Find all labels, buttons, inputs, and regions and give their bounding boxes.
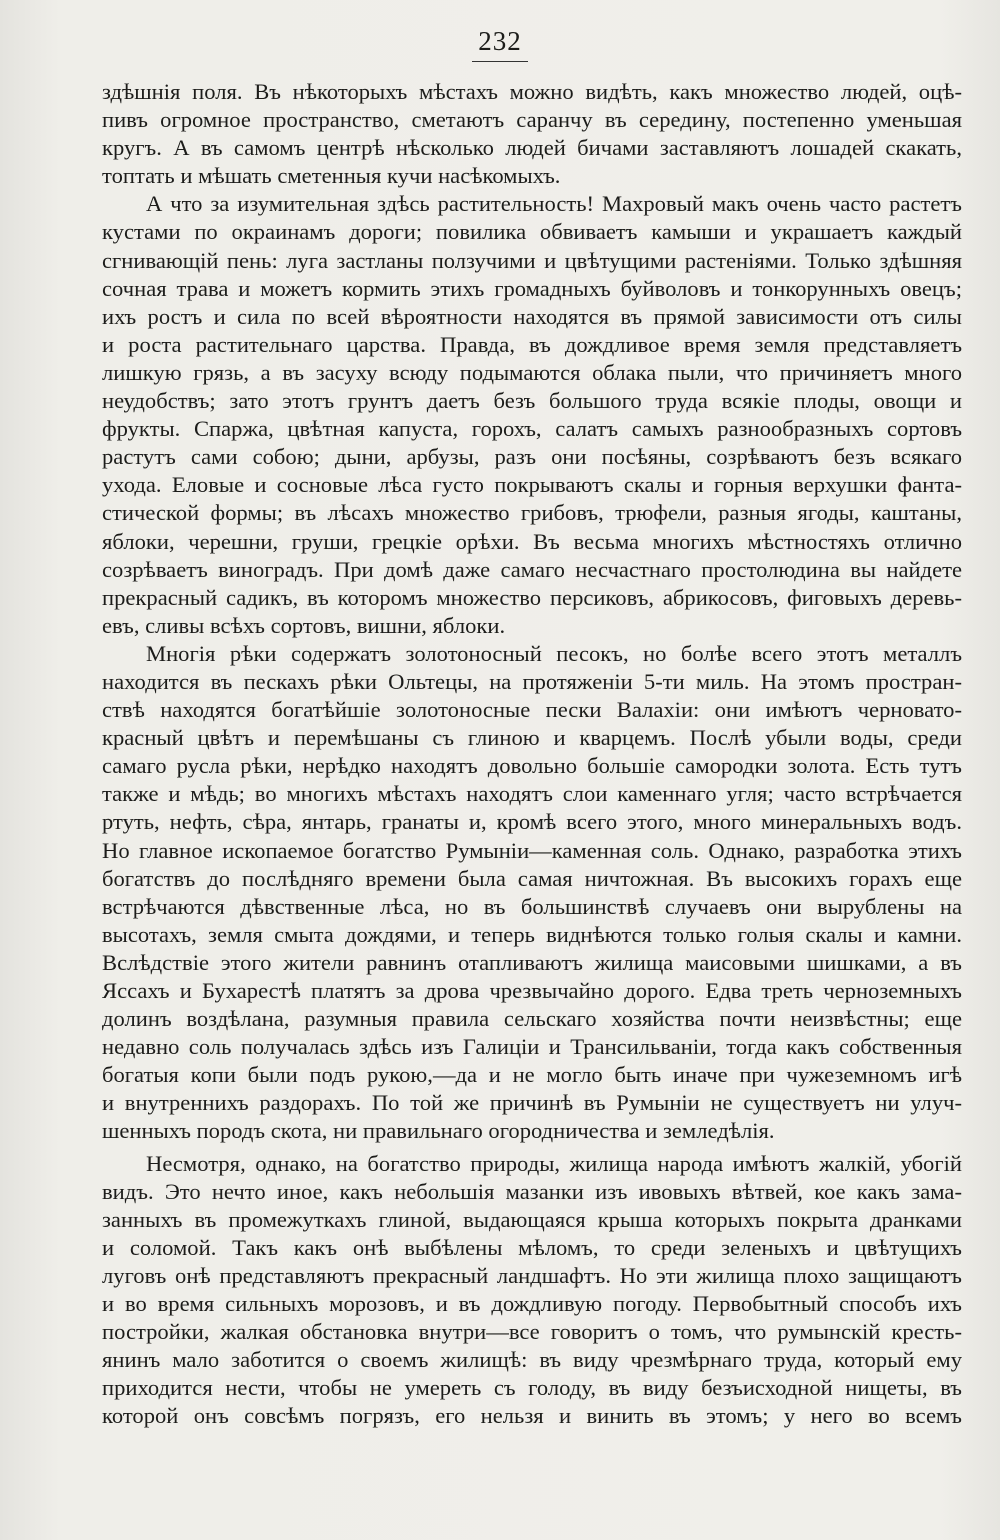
paragraph-2 <box>102 190 962 640</box>
text-line: яблоки, черешни, груши, грецкіе орѣхи. Въ весьма многихъ мѣстностяхъ отлично <box>102 528 962 554</box>
text-line: сочная трава и можетъ кормить этихъ громадныхъ буйволовъ и тонкорунныхъ овецъ; <box>102 275 962 301</box>
text-line: пивъ огромное пространство, сметаютъ саранчу въ середину, постепенно уменьшая <box>102 107 962 133</box>
text-line: здѣшнія поля. Въ нѣкоторыхъ мѣстахъ можно видѣть, какъ множество людей, оцѣ- <box>102 79 962 104</box>
text-line: богатствъ до послѣдняго времени была самая ничтожная. Въ высокихъ горахъ еще <box>102 865 962 891</box>
text-line: богатыя копи были подъ рукою,—да и не могло быть иначе при чужеземномъ игѣ <box>102 1062 962 1088</box>
text-line: кругъ. А въ самомъ центрѣ нѣсколько людей бичами заставляютъ лошадей скакать, <box>102 135 962 161</box>
text-line: луговъ онѣ представляютъ прекрасный ландшафтъ. Но эти жилища плохо защищаютъ <box>102 1262 962 1288</box>
text-line: Многія рѣки содержатъ золотоносный песокъ, но болѣе всего этотъ металлъ <box>146 640 962 666</box>
body-text <box>102 78 962 1431</box>
text-line: Но главное ископаемое богатство Румыніи—каменная соль. Однако, разработка этихъ <box>102 837 962 863</box>
text-line: Вслѣдствіе этого жители равнинъ отапливаютъ жилища маисовыми шишками, а въ <box>102 949 962 975</box>
page-header <box>0 26 1000 62</box>
text-line: кустами по окраинамъ дороги; повилика обвиваетъ камыши и украшаетъ каждый <box>102 219 962 245</box>
text-line: и во время сильныхъ морозовъ, и въ дождливую погоду. Первобытный способъ ихъ <box>102 1291 962 1317</box>
text-line: А что за изумительная здѣсь растительность! Махровый макъ очень часто растетъ <box>146 191 962 217</box>
text-line: видъ. Это нечто иное, какъ небольшія мазанки изъ ивовыхъ вѣтвей, кое какъ зама- <box>102 1178 962 1204</box>
text-line: занныхъ въ промежуткахъ глиной, выдающаяся крыша которыхъ покрыта дранками <box>102 1206 962 1232</box>
text-line: топтать и мѣшать сметенныя кучи насѣкомыхъ. <box>102 163 561 189</box>
text-line: Яссахъ и Бухарестѣ платятъ за дрова чрезвычайно дорого. Едва треть черноземныхъ <box>102 978 962 1003</box>
text-line: созрѣваетъ виноградъ. При домѣ даже самаго несчастнаго простолюдина вы найдете <box>102 556 962 582</box>
text-line: фрукты. Спаржа, цвѣтная капуста, горохъ, салатъ самыхъ разнообразныхъ сортовъ <box>102 416 962 442</box>
text-line: ухода. Еловые и сосновые лѣса густо покрываютъ скалы и горныя верхушки фанта- <box>102 472 962 498</box>
text-line: недавно соль получалась здѣсь изъ Галиціи и Трансильваніи, тогда какъ собственныя <box>102 1034 962 1060</box>
text-line: прекрасный садикъ, въ которомъ множество персиковъ, абрикосовъ, фиговыхъ деревь- <box>102 584 962 610</box>
text-line: неудобствъ; зато этотъ грунтъ даетъ безъ большого труда всякіе плоды, овощи и <box>102 388 962 414</box>
text-line: лишкую грязь, а въ засуху всюду подымаются облака пыли, что причиняетъ много <box>102 359 962 385</box>
text-line: находится въ пескахъ рѣки Ольтецы, на протяженіи 5-ти миль. На этомъ простран- <box>102 668 962 694</box>
text-line: приходится нести, чтобы не умереть съ голоду, въ виду безъисходной нищеты, въ <box>102 1375 962 1401</box>
text-line: ствѣ находятся богатѣйшіе золотоносные пески Валахіи: они имѣютъ черновато- <box>102 697 962 723</box>
text-line: стической формы; въ лѣсахъ множество грибовъ, трюфели, разныя ягоды, каштаны, <box>102 500 962 526</box>
paragraph-1 <box>102 78 962 190</box>
text-line: красный цвѣтъ и перемѣшаны съ глиною и кварцемъ. Послѣ убыли воды, среди <box>102 725 962 751</box>
text-line: также и мѣдь; во многихъ мѣстахъ находятъ слои каменнаго угля; часто встрѣчается <box>102 781 962 807</box>
text-line: Несмотря, однако, на богатство природы, жилища народа имѣютъ жалкій, убогій <box>146 1150 962 1176</box>
text-line: евъ, сливы всѣхъ сортовъ, вишни, яблоки. <box>102 612 506 638</box>
text-line: самаго русла рѣки, нерѣдко находятъ довольно большіе самородки золота. Есть тутъ <box>102 753 962 779</box>
text-line: и соломой. Такъ какъ онѣ выбѣлены мѣломъ, то среди зеленыхъ и цвѣтущихъ <box>102 1234 962 1260</box>
text-line: ртуть, нефть, сѣра, янтарь, гранаты и, кромѣ всего этого, много минеральныхъ водъ. <box>102 809 962 835</box>
text-line: которой онъ совсѣмъ погрязъ, его нельзя и винить въ этомъ; у него во всемъ <box>102 1403 962 1429</box>
text-line: постройки, жалкая обстановка внутри—все говоритъ о томъ, что румынскій кресть- <box>102 1319 962 1345</box>
paragraph-3 <box>102 640 962 1146</box>
text-line: и роста растительнаго царства. Правда, въ дождливое время земля представляетъ <box>102 331 962 357</box>
text-line: шенныхъ породъ скота, ни правильнаго огородничества и земледѣлія. <box>102 1118 775 1144</box>
text-line: янинъ мало заботится о своемъ жилищѣ: въ виду чрезмѣрнаго труда, который ему <box>102 1347 962 1373</box>
text-line: ихъ ростъ и сила по всей вѣроятности находятся въ прямой зависимости отъ силы <box>102 303 962 329</box>
text-line: растутъ сами собою; дыни, арбузы, разъ они посѣяны, созрѣваютъ безъ всякаго <box>102 444 962 470</box>
text-line: высотахъ, земля смыта дождями, и теперь виднѣются только голыя скалы и камни. <box>102 921 962 947</box>
text-line: и внутреннихъ раздорахъ. По той же причинѣ въ Румыніи не существуетъ ни улуч- <box>102 1090 962 1116</box>
page-number: 232 <box>472 26 528 62</box>
text-line: долинъ воздѣлана, разумныя правила сельскаго хозяйства почти неизвѣстны; еще <box>102 1006 962 1032</box>
paragraph-4 <box>102 1150 962 1431</box>
text-line: встрѣчаются дѣвственные лѣса, но въ большинствѣ случаевъ они вырублены на <box>102 893 962 919</box>
text-line: сгнивающій пень: луга застланы ползучими и цвѣтущими растеніями. Только здѣшняя <box>102 247 962 273</box>
